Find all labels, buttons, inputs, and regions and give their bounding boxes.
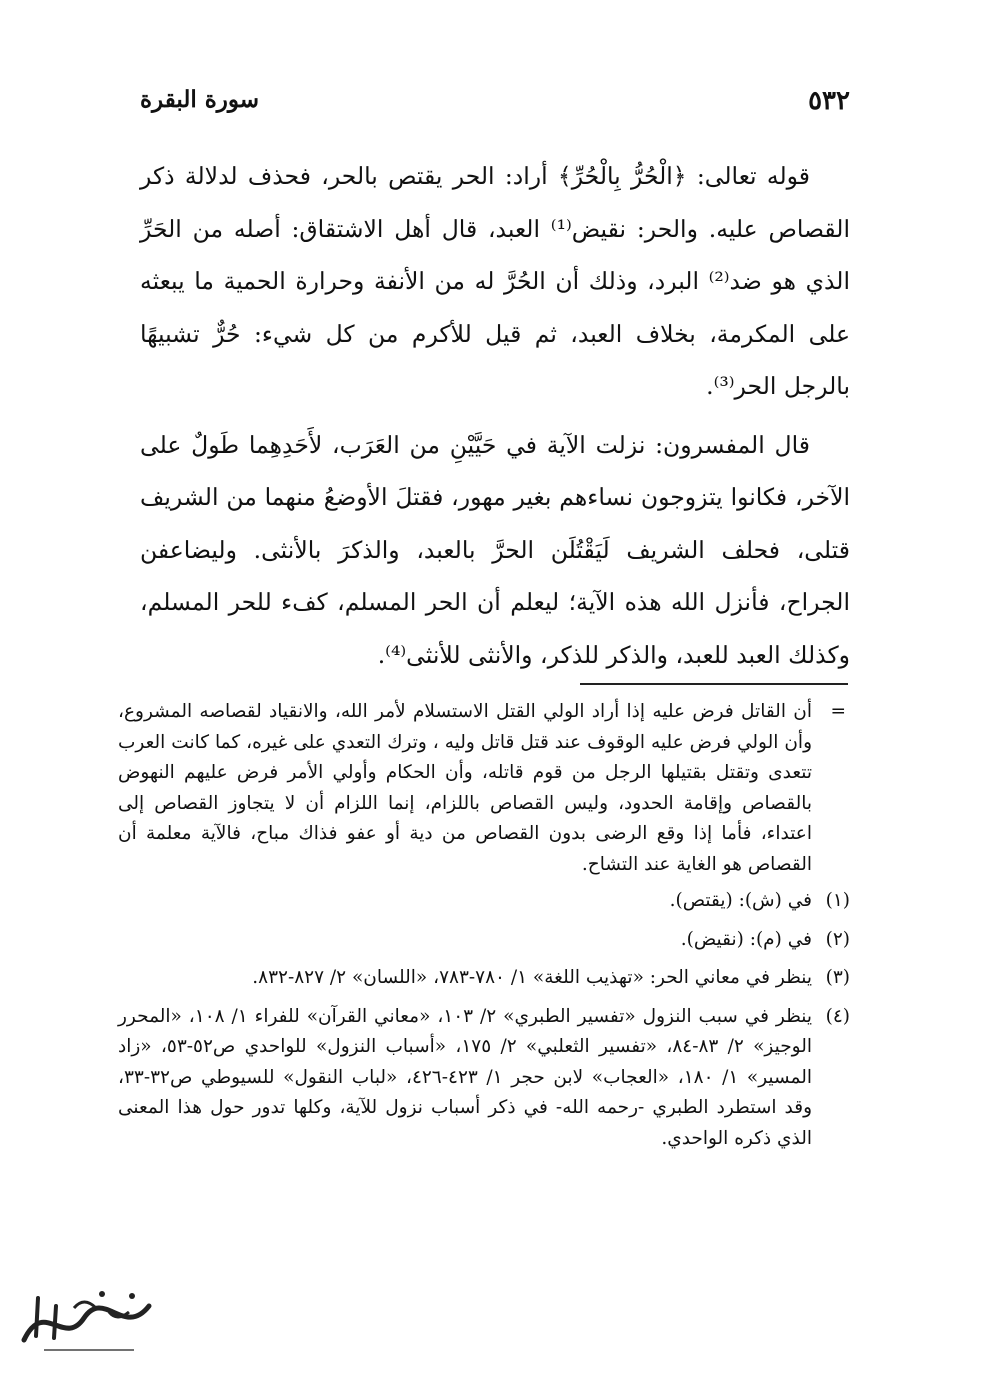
paragraph: قال المفسرون: نزلت الآية في حَيَّيْنِ من العَرَب، لأَحَدِهِما طَولٌ على الآخر، فكانوا يتزوجون نساءهم بغير مهور، فقتلَ الأوضعُ منهما من الشريف قتلى، فحلف الشريف لَيَقْتُلَن الحرَّ بالعبد، والذكرَ بالأنثى. وليضاعفن الجراح، فأنزل الله هذه الآية؛ ليعلم أن الحر المسلم، كفء للحر المسلم، وكذلك العبد للعبد، والذكر للذكر، والأنثى للأنثى⁽⁴⁾.: [140, 430, 850, 669]
page-number: ٥٣٢: [808, 86, 850, 116]
running-title: سورة البقرة: [140, 86, 260, 113]
footnote-text: ينظر في معاني الحر: «تهذيب اللغة» ١/ ٧٨٠-٧٨٣، «اللسان» ٢/ ٨٢٧-٨٣٢.: [252, 967, 812, 988]
continuation-mark: =: [830, 701, 846, 722]
footnote-text: في (م): (نقيض).: [680, 928, 812, 950]
footnote: [118, 1002, 850, 1155]
footnote-continuation: [118, 697, 850, 880]
main-text: [140, 150, 850, 681]
footnote-number: (٤): [825, 1005, 850, 1027]
footnote: [118, 886, 850, 917]
footnote: [118, 963, 850, 994]
footnote-text: أن القاتل فرض عليه إذا أراد الولي القتل الاستسلام لأمر الله، والانقياد لقصاصه المشروع، وأن الولي فرض عليه الوقوف عند قتل قاتل وليه ، وترك التعدي على غيره، كما كانت العرب تتعدى وتقتل بقتيلها الرجل من قوم قاتله، وأن الحكام وأولي الأمر فرض عليهم النهوض بالقصاص وإقامة الحدود، وليس القصاص باللزام، إنما اللزام أن لا يتجاوز القصاص إلى اعتداء، فأما إذا وقع الرضى بدون القصاص من دية أو عفو فذاك مباح، فالآية معلمة أن القصاص هو الغاية عند التشاح.: [118, 701, 812, 875]
footnote-number: (٣): [825, 967, 850, 988]
page-header: [140, 86, 850, 126]
calligraphy-stamp-logo: [14, 1278, 164, 1358]
footnote-text: في (ش): (يقتص).: [669, 890, 812, 911]
footnote-separator: [580, 683, 848, 685]
footnote-number: (٢): [825, 928, 850, 950]
footnote: [118, 925, 850, 956]
paragraph: قوله تعالى: ﴿الْحُرُّ بِالْحُرِّ﴾ أراد: الحر يقتص بالحر، فحذف لدلالة ذكر القصاص عليه. والحر: نقيض⁽¹⁾ العبد، قال أهل الاشتقاق: أصله من الحَرِّ الذي هو ضد⁽²⁾ البرد، وذلك أن الحُرَّ له من الأنفة وحرارة الحمية ما يبعثه على المكرمة، بخلاف العبد، ثم قيل للأكرم من كل شيء: حُرٌّ تشبيهًا بالرجل الحر⁽³⁾.: [140, 162, 850, 400]
footnote-text: ينظر في سبب النزول «تفسير الطبري» ٢/ ١٠٣، «معاني القرآن» للفراء ١/ ١٠٨، «المحرر الوجيز» ٢/ ٨٣-٨٤، «تفسير الثعلبي» ٢/ ١٧٥، «أسباب النزول» للواحدي ص٥٢-٥٣، «زاد المسير» ١/ ١٨٠، «العجاب» لابن حجر ١/ ٤٢٣-٤٢٦، «لباب النقول» للسيوطي ص٣٢-٣٣، وقد استطرد الطبري -رحمه الله- في ذكر أسباب نزول للآية، وكلها تدور حول هذا المعنى الذي ذكره الواحدي.: [118, 1005, 813, 1149]
footnotes: [118, 697, 850, 1154]
footnote-number: (١): [825, 890, 850, 911]
